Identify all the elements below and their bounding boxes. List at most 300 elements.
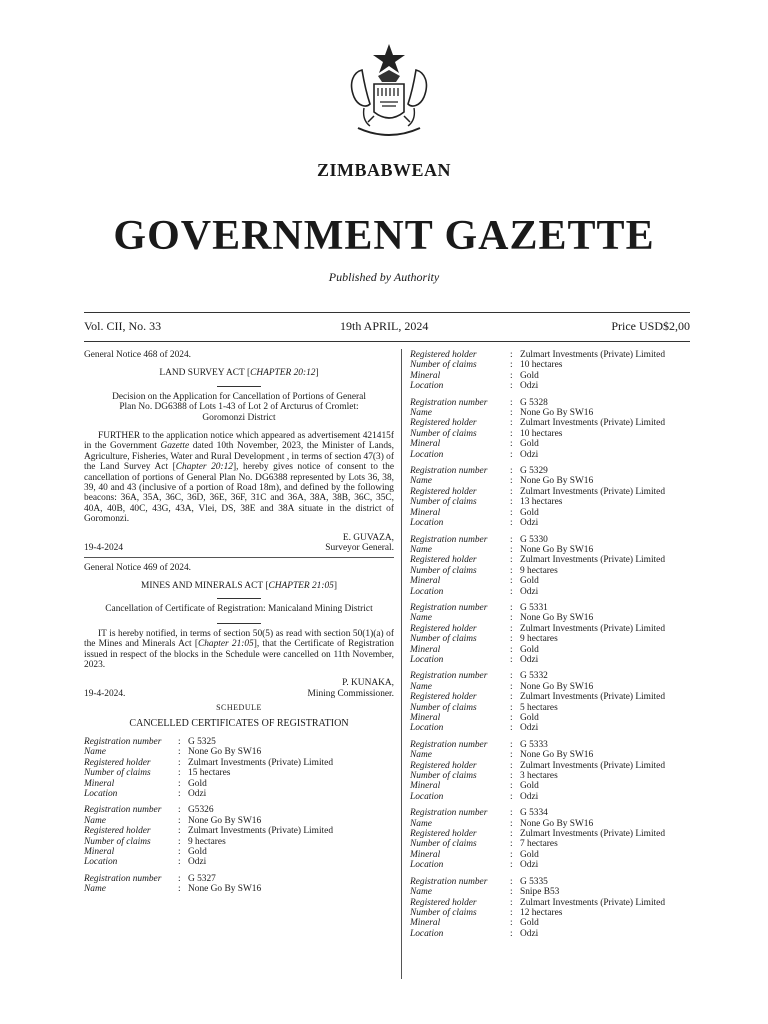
field-value: Gold	[520, 576, 539, 587]
field-value: G5326	[188, 805, 214, 816]
field-value: Gold	[520, 370, 539, 381]
field-colon: :	[178, 847, 181, 858]
field-label: Mineral	[410, 918, 441, 929]
field-label: Registered holder	[410, 897, 477, 908]
notice-separator	[84, 557, 394, 558]
field-label: Location	[410, 791, 444, 802]
field-colon: :	[510, 381, 513, 392]
field-colon: :	[510, 750, 513, 761]
record-field	[410, 750, 702, 760]
field-value: Snipe B53	[520, 887, 560, 898]
field-colon: :	[510, 771, 513, 782]
field-label: Location	[410, 586, 444, 597]
record-field	[410, 645, 702, 655]
field-colon: :	[510, 497, 513, 508]
decision-heading: Decision on the Application for Cancellation of Portions of General Plan No. DG6388 of Lots 1-43 of Lot 2 of Arcturus of Cromlet: Goromonzi District	[112, 391, 366, 423]
field-label: Number of claims	[410, 771, 477, 782]
field-colon: :	[510, 829, 513, 840]
field-value: Odzi	[520, 928, 539, 939]
notice-body: IT is hereby notified, in terms of section 50(5) as read with section 50(1)(a) of the Mines and Minerals Act [Chapter 21:05], that the Certificate of Registration issued in respect of the blocks in the Schedule were cancelled on 11th November, 2023.	[84, 628, 394, 670]
record-field	[410, 587, 702, 597]
record-field	[410, 487, 702, 497]
field-colon: :	[510, 507, 513, 518]
field-value: 9 hectares	[520, 634, 558, 645]
decision-heading: Cancellation of Certificate of Registration: Manicaland Mining District	[105, 604, 373, 615]
field-colon: :	[510, 397, 513, 408]
field-label: Mineral	[410, 576, 441, 587]
field-colon: :	[178, 805, 181, 816]
field-label: Registration number	[410, 671, 488, 682]
field-value: 13 hectares	[520, 497, 563, 508]
field-colon: :	[510, 907, 513, 918]
field-value: Gold	[520, 849, 539, 860]
record-field	[84, 747, 394, 757]
field-colon: :	[510, 370, 513, 381]
field-label: Name	[410, 544, 432, 555]
field-value: 9 hectares	[188, 836, 226, 847]
record-field	[410, 761, 702, 771]
registration-record	[410, 466, 702, 528]
field-value: Odzi	[520, 518, 539, 529]
record-field	[410, 671, 702, 681]
field-label: Mineral	[84, 847, 115, 858]
field-value: 12 hectares	[520, 907, 563, 918]
field-label: Registered holder	[410, 350, 477, 360]
signatory-title: Mining Commissioner.	[307, 688, 394, 699]
field-value: Odzi	[520, 654, 539, 665]
field-colon: :	[510, 791, 513, 802]
record-field	[410, 408, 702, 418]
field-label: Number of claims	[410, 702, 477, 713]
field-label: Name	[410, 476, 432, 487]
field-colon: :	[510, 671, 513, 682]
short-rule	[217, 598, 261, 599]
record-field	[410, 692, 702, 702]
record-field	[84, 837, 394, 847]
field-value: Odzi	[520, 723, 539, 734]
record-field	[84, 847, 394, 857]
field-label: Registration number	[84, 805, 162, 816]
field-colon: :	[510, 860, 513, 871]
field-value: Zulmart Investments (Private) Limited	[188, 826, 334, 837]
field-value: G 5329	[520, 466, 548, 477]
bottom-rule	[84, 341, 690, 342]
field-colon: :	[510, 739, 513, 750]
field-value: 5 hectares	[520, 702, 558, 713]
field-colon: :	[510, 555, 513, 566]
field-label: Name	[84, 747, 106, 758]
record-field	[410, 908, 702, 918]
record-field	[410, 634, 702, 644]
field-value: None Go By SW16	[520, 613, 594, 624]
record-field	[410, 829, 702, 839]
field-label: Registered holder	[84, 826, 151, 837]
record-field	[410, 839, 702, 849]
field-value: None Go By SW16	[188, 815, 262, 826]
field-value: 10 hectares	[520, 360, 563, 371]
record-field	[410, 603, 702, 613]
signatory-title: Surveyor General.	[325, 543, 394, 554]
field-value: 3 hectares	[520, 771, 558, 782]
registration-record	[84, 737, 394, 799]
field-colon: :	[510, 781, 513, 792]
field-value: Zulmart Investments (Private) Limited	[520, 760, 666, 771]
record-field	[84, 758, 394, 768]
field-value: 9 hectares	[520, 565, 558, 576]
record-field	[410, 350, 702, 360]
record-field	[84, 805, 394, 815]
field-label: Name	[410, 818, 432, 829]
registration-record	[84, 805, 394, 867]
notice-date: 19-4-2024.	[84, 688, 126, 699]
field-label: Registration number	[410, 534, 488, 545]
field-label: Registered holder	[410, 555, 477, 566]
signatory-name: E. GUVAZA,	[342, 532, 394, 543]
field-value: Zulmart Investments (Private) Limited	[520, 897, 666, 908]
record-field	[410, 713, 702, 723]
record-field	[410, 624, 702, 634]
field-value: None Go By SW16	[188, 884, 262, 895]
field-label: Location	[410, 449, 444, 460]
field-label: Registration number	[410, 602, 488, 613]
record-field	[410, 466, 702, 476]
record-field	[410, 381, 702, 391]
field-colon: :	[510, 654, 513, 665]
notice-number: General Notice 468 of 2024.	[84, 350, 191, 360]
field-value: Zulmart Investments (Private) Limited	[520, 418, 666, 429]
left-column	[84, 350, 394, 901]
record-field	[84, 768, 394, 778]
act-heading: MINES AND MINERALS ACT [CHAPTER 21:05]	[141, 580, 337, 591]
field-colon: :	[510, 849, 513, 860]
field-colon: :	[510, 723, 513, 734]
record-field	[410, 566, 702, 576]
field-label: Registration number	[410, 808, 488, 819]
record-field	[84, 779, 394, 789]
record-field	[410, 819, 702, 829]
field-label: Location	[410, 860, 444, 871]
field-label: Mineral	[410, 781, 441, 792]
field-colon: :	[510, 887, 513, 898]
field-colon: :	[510, 644, 513, 655]
field-label: Registered holder	[410, 418, 477, 429]
field-value: Gold	[520, 507, 539, 518]
record-field	[410, 497, 702, 507]
coat-of-arms-icon	[344, 42, 434, 147]
record-field	[410, 576, 702, 586]
field-label: Mineral	[410, 507, 441, 518]
registration-record	[410, 603, 702, 665]
field-colon: :	[178, 836, 181, 847]
field-colon: :	[510, 418, 513, 429]
field-label: Registered holder	[410, 623, 477, 634]
field-label: Mineral	[410, 713, 441, 723]
field-value: Zulmart Investments (Private) Limited	[188, 757, 334, 768]
field-value: Zulmart Investments (Private) Limited	[520, 350, 666, 360]
field-colon: :	[510, 428, 513, 439]
field-value: Zulmart Investments (Private) Limited	[520, 623, 666, 634]
field-colon: :	[178, 873, 181, 884]
masthead-title: GOVERNMENT GAZETTE	[113, 213, 655, 259]
field-colon: :	[510, 565, 513, 576]
record-field	[84, 816, 394, 826]
field-value: Zulmart Investments (Private) Limited	[520, 555, 666, 566]
notice-body: FURTHER to the application notice which appeared as advertisement 421415f in the Government Gazette dated 10th November, 2023, the Minister of Lands, Agriculture, Fisheries, Water and Rural Development , in terms of section 47(3) of the Land Survey Act [Chapter 20:12], hereby gives notice of consent to the cancellation of portions of General Plan No. DG6388 represented by Lots 36, 38, 39, 40 and 43 (inclusive of a portion of Road 18m), and defined by the following beacons: 36A, 35A, 36C, 36D, 36E, 36F, 31C and 36A, 38A, 38B, 36C, 35C, 40A, 40B, 40C, 43G, 43A, Vlei, DS, 38E and 38A situate in the district of Goromonzi.	[84, 431, 394, 525]
field-label: Location	[84, 857, 118, 868]
record-field	[410, 439, 702, 449]
field-value: Gold	[520, 918, 539, 929]
field-value: Odzi	[520, 791, 539, 802]
record-field	[410, 918, 702, 928]
field-colon: :	[178, 747, 181, 758]
field-label: Name	[84, 884, 106, 895]
field-colon: :	[178, 815, 181, 826]
field-label: Name	[84, 815, 106, 826]
field-colon: :	[510, 586, 513, 597]
field-label: Mineral	[410, 439, 441, 450]
field-value: Gold	[520, 781, 539, 792]
registration-record	[410, 350, 702, 392]
field-colon: :	[510, 613, 513, 624]
field-label: Number of claims	[410, 565, 477, 576]
field-colon: :	[510, 818, 513, 829]
field-colon: :	[178, 857, 181, 868]
record-field	[410, 877, 702, 887]
field-value: Odzi	[520, 586, 539, 597]
record-field	[410, 808, 702, 818]
field-colon: :	[510, 360, 513, 371]
notice-number: General Notice 469 of 2024.	[84, 562, 191, 573]
field-label: Registration number	[84, 873, 162, 884]
field-label: Registered holder	[410, 760, 477, 771]
field-label: Location	[410, 381, 444, 392]
record-field	[410, 360, 702, 370]
field-value: 15 hectares	[188, 768, 231, 779]
record-field	[410, 850, 702, 860]
field-colon: :	[510, 876, 513, 887]
field-label: Registration number	[410, 876, 488, 887]
record-field	[410, 887, 702, 897]
field-value: 7 hectares	[520, 839, 558, 850]
field-label: Number of claims	[410, 428, 477, 439]
field-value: Odzi	[520, 381, 539, 392]
field-colon: :	[510, 702, 513, 713]
field-value: G 5333	[520, 739, 548, 750]
field-label: Name	[410, 750, 432, 761]
record-field	[410, 703, 702, 713]
field-value: 10 hectares	[520, 428, 563, 439]
field-colon: :	[178, 789, 181, 799]
field-label: Location	[410, 654, 444, 665]
field-value: Gold	[520, 644, 539, 655]
field-label: Registered holder	[410, 692, 477, 703]
registration-record	[410, 671, 702, 733]
field-value: Gold	[188, 847, 207, 858]
record-field	[410, 860, 702, 870]
masthead-country: ZIMBABWEAN	[316, 160, 451, 180]
field-value: Zulmart Investments (Private) Limited	[520, 829, 666, 840]
field-label: Registered holder	[84, 757, 151, 768]
field-value: Odzi	[520, 860, 539, 871]
field-value: None Go By SW16	[188, 747, 262, 758]
field-label: Name	[410, 408, 432, 419]
registration-record	[84, 874, 394, 895]
field-colon: :	[510, 408, 513, 419]
field-colon: :	[510, 897, 513, 908]
field-colon: :	[510, 713, 513, 723]
act-heading: LAND SURVEY ACT [CHAPTER 20:12]	[159, 368, 319, 379]
field-colon: :	[510, 623, 513, 634]
field-colon: :	[510, 634, 513, 645]
field-label: Name	[410, 887, 432, 898]
field-value: Gold	[188, 778, 207, 789]
field-colon: :	[510, 918, 513, 929]
record-field	[410, 371, 702, 381]
registration-record	[410, 535, 702, 597]
field-value: G 5325	[188, 736, 216, 747]
record-field	[410, 682, 702, 692]
short-rule	[217, 386, 261, 387]
field-colon: :	[510, 839, 513, 850]
record-field	[410, 508, 702, 518]
field-colon: :	[510, 534, 513, 545]
field-colon: :	[178, 884, 181, 895]
volume-number: Vol. CII, No. 33	[84, 319, 162, 333]
record-field	[84, 884, 394, 894]
field-label: Name	[410, 613, 432, 624]
field-value: None Go By SW16	[520, 544, 594, 555]
record-field	[410, 450, 702, 460]
record-field	[410, 723, 702, 733]
right-records	[410, 350, 702, 939]
field-colon: :	[510, 760, 513, 771]
field-value: G 5331	[520, 602, 548, 613]
field-value: Gold	[520, 713, 539, 723]
field-label: Mineral	[410, 849, 441, 860]
field-colon: :	[510, 602, 513, 613]
field-colon: :	[510, 928, 513, 939]
record-field	[84, 737, 394, 747]
field-colon: :	[178, 768, 181, 779]
price: Price USD$2,00	[611, 319, 690, 333]
field-colon: :	[510, 449, 513, 460]
registration-record	[410, 740, 702, 802]
field-label: Registered holder	[410, 829, 477, 840]
field-label: Number of claims	[84, 768, 151, 779]
field-label: Number of claims	[410, 634, 477, 645]
registration-record	[410, 808, 702, 870]
field-colon: :	[510, 681, 513, 692]
field-label: Number of claims	[410, 360, 477, 371]
record-field	[84, 789, 394, 799]
field-colon: :	[510, 576, 513, 587]
field-label: Name	[410, 681, 432, 692]
left-records	[84, 737, 394, 895]
registration-record	[410, 877, 702, 939]
record-field	[84, 857, 394, 867]
field-value: Odzi	[188, 857, 207, 868]
field-label: Location	[410, 928, 444, 939]
record-field	[410, 555, 702, 565]
signature-block	[84, 533, 394, 554]
signatory-name: P. KUNAKA,	[342, 678, 394, 689]
field-colon: :	[178, 778, 181, 789]
field-label: Location	[84, 789, 118, 799]
top-rule	[84, 312, 690, 313]
field-value: Odzi	[520, 449, 539, 460]
field-label: Location	[410, 723, 444, 734]
record-field	[410, 545, 702, 555]
field-label: Location	[410, 518, 444, 529]
field-value: G 5330	[520, 534, 548, 545]
record-field	[410, 792, 702, 802]
field-colon: :	[510, 486, 513, 497]
field-value: Gold	[520, 439, 539, 450]
field-label: Number of claims	[410, 497, 477, 508]
record-field	[410, 613, 702, 623]
field-value: None Go By SW16	[520, 818, 594, 829]
field-label: Registration number	[410, 397, 488, 408]
field-value: None Go By SW16	[520, 408, 594, 419]
record-field	[410, 398, 702, 408]
record-field	[84, 874, 394, 884]
field-value: None Go By SW16	[520, 681, 594, 692]
field-label: Number of claims	[84, 836, 151, 847]
signature-block	[84, 678, 394, 699]
field-colon: :	[510, 518, 513, 529]
record-field	[410, 418, 702, 428]
field-label: Registration number	[410, 739, 488, 750]
record-field	[84, 826, 394, 836]
field-value: G 5328	[520, 397, 548, 408]
field-colon: :	[178, 757, 181, 768]
record-field	[410, 898, 702, 908]
issue-date: 19th APRIL, 2024	[340, 319, 429, 333]
record-field	[410, 429, 702, 439]
record-field	[410, 655, 702, 665]
masthead-subtitle: Published by Authority	[328, 270, 440, 284]
field-colon: :	[510, 466, 513, 477]
field-label: Registration number	[410, 466, 488, 477]
field-value: None Go By SW16	[520, 750, 594, 761]
column-divider	[401, 349, 402, 979]
field-colon: :	[510, 808, 513, 819]
field-value: G 5332	[520, 671, 548, 682]
record-field	[410, 929, 702, 939]
field-label: Mineral	[410, 644, 441, 655]
schedule-label: SCHEDULE	[216, 703, 262, 713]
field-value: None Go By SW16	[520, 476, 594, 487]
field-colon: :	[510, 692, 513, 703]
short-rule	[217, 623, 261, 624]
notice-date: 19-4-2024	[84, 543, 124, 554]
field-label: Mineral	[84, 778, 115, 789]
field-value: G 5327	[188, 873, 216, 884]
schedule-title: CANCELLED CERTIFICATES OF REGISTRATION	[129, 717, 349, 729]
field-value: Zulmart Investments (Private) Limited	[520, 692, 666, 703]
record-field	[410, 476, 702, 486]
field-colon: :	[510, 350, 513, 360]
field-value: G 5335	[520, 876, 548, 887]
field-label: Number of claims	[410, 907, 477, 918]
record-field	[410, 781, 702, 791]
record-field	[410, 740, 702, 750]
field-value: Odzi	[188, 789, 207, 799]
field-value: Zulmart Investments (Private) Limited	[520, 486, 666, 497]
field-colon: :	[178, 826, 181, 837]
registration-record	[410, 398, 702, 460]
field-value: G 5334	[520, 808, 548, 819]
